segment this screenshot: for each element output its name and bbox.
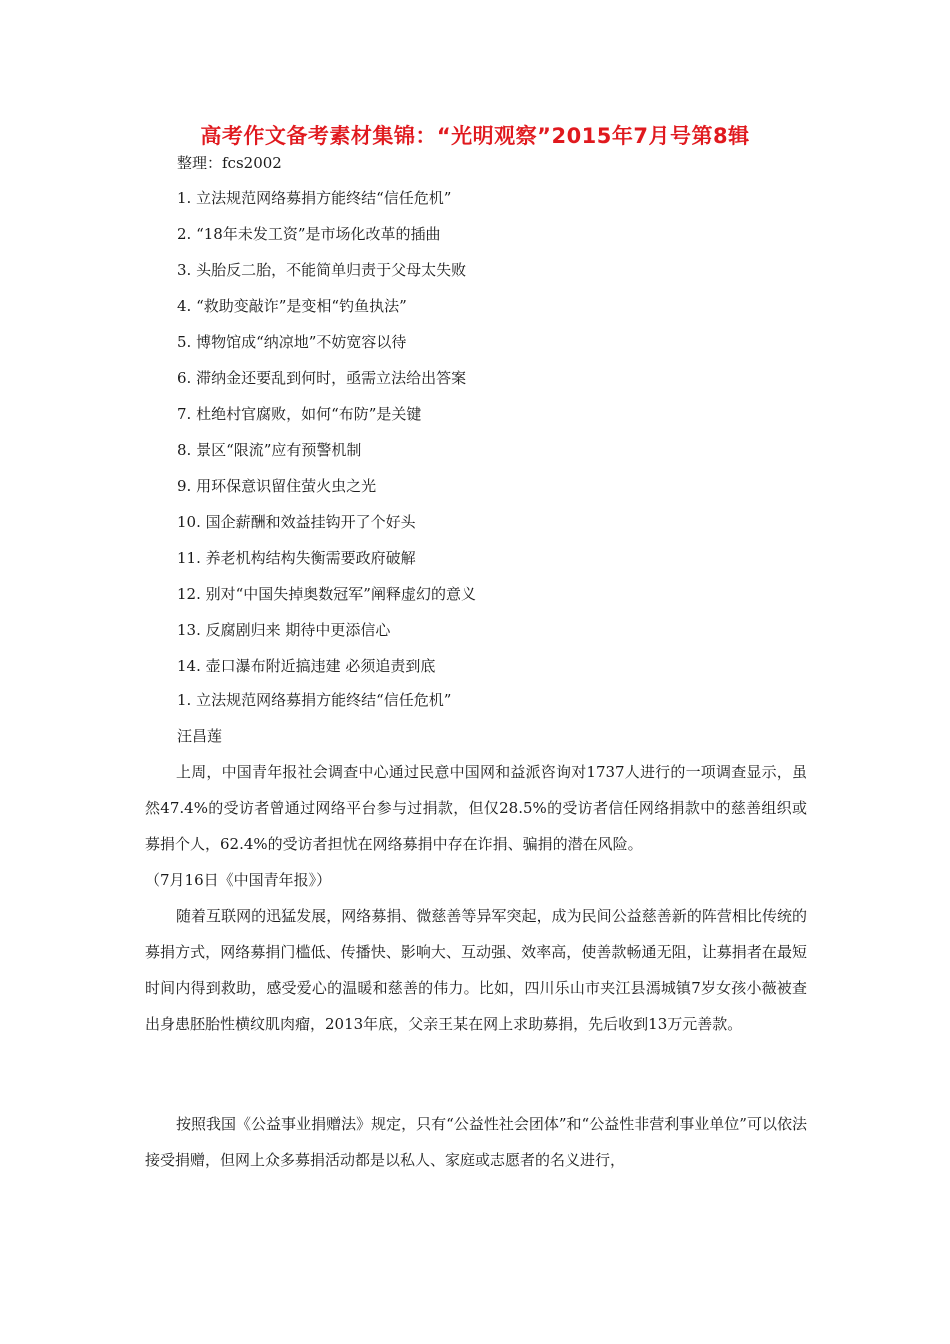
document-title: 高考作文备考素材集锦：“光明观察”2015年7月号第8辑: [200, 124, 750, 148]
table-of-contents: [177, 187, 476, 691]
toc-item: 1. 立法规范网络募捐方能终结“信任危机”: [177, 189, 452, 207]
toc-item: 4. “救助变敲诈”是变相“钓鱼执法”: [177, 297, 407, 315]
toc-item: 5. 博物馆成“纳凉地”不妨宽容以待: [177, 333, 407, 351]
toc-item: 14. 壶口瀑布附近搞违建 必须追责到底: [177, 657, 436, 675]
article-heading: 1. 立法规范网络募捐方能终结“信任危机”: [177, 691, 452, 709]
toc-item: 6. 滞纳金还要乱到何时，亟需立法给出答案: [177, 369, 467, 387]
editor-credit: 整理：fcs2002: [177, 154, 282, 172]
article-paragraph: 按照我国《公益事业捐赠法》规定，只有“公益性社会团体”和“公益性非营利事业单位”可以依法接受捐赠，但网上众多募捐活动都是以私人、家庭或志愿者的名义进行，: [145, 1115, 807, 1169]
article-author: 汪昌莲: [177, 727, 223, 745]
toc-item: 13. 反腐剧归来 期待中更添信心: [177, 621, 391, 639]
toc-item: 11. 养老机构结构失衡需要政府破解: [177, 549, 416, 567]
toc-item: 8. 景区“限流”应有预警机制: [177, 441, 362, 459]
article-source: （7月16日《中国青年报》）: [145, 871, 332, 889]
toc-item: 9. 用环保意识留住萤火虫之光: [177, 477, 377, 495]
toc-item: 7. 杜绝村官腐败，如何“布防”是关键: [177, 405, 422, 423]
article-paragraph: 上周，中国青年报社会调查中心通过民意中国网和益派咨询对1737人进行的一项调查显示，虽然47.4%的受访者曾通过网络平台参与过捐款，但仅28.5%的受访者信任网络捐款中的慈善组织或募捐个人，62.4%的受访者担忧在网络募捐中存在诈捐、骗捐的潜在风险。: [145, 763, 807, 853]
toc-item: 12. 别对“中国失掉奥数冠军”阐释虚幻的意义: [177, 585, 476, 603]
toc-item: 3. 头胎反二胎，不能简单归责于父母太失败: [177, 261, 467, 279]
toc-item: 10. 国企薪酬和效益挂钩开了个好头: [177, 513, 416, 531]
article-paragraph: 随着互联网的迅猛发展，网络募捐、微慈善等异军突起，成为民间公益慈善新的阵营相比传统的募捐方式，网络募捐门槛低、传播快、影响大、互动强、效率高，使善款畅通无阻，让募捐者在最短时间内得到救助，感受爱心的温暖和慈善的伟力。比如，四川乐山市夹江县漹城镇7岁女孩小薇被查出身患胚胎性横纹肌肉瘤，2013年底，父亲王某在网上求助募捐，先后收到13万元善款。: [145, 907, 807, 1033]
toc-item: 2. “18年未发工资”是市场化改革的插曲: [177, 225, 441, 243]
